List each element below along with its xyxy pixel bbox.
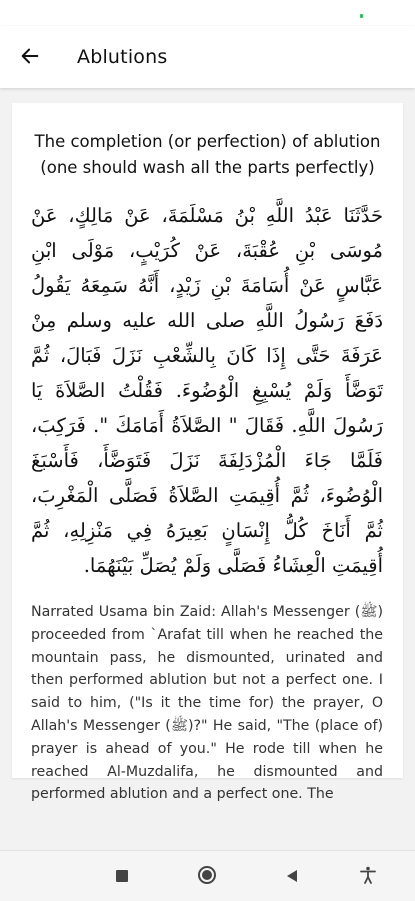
- square-icon[interactable]: [115, 868, 129, 887]
- recents-button[interactable]: [111, 866, 133, 888]
- accessibility-button[interactable]: [357, 866, 379, 888]
- page-title: Ablutions: [77, 46, 168, 68]
- back-button[interactable]: [12, 40, 48, 76]
- system-navigation-bar: [0, 850, 415, 901]
- chapter-title: The completion (or perfection) of ablution (one should wash all the parts perfectly): [34, 132, 381, 177]
- status-bar: [0, 0, 415, 26]
- back-nav-button[interactable]: [281, 866, 303, 888]
- arabic-text: حَدَّثَنَا عَبْدُ اللَّهِ بْنُ مَسْلَمَةَ، عَنْ مَالِكٍ، عَنْ مُوسَى بْنِ عُقْبَةَ، عَنْ كُرَيْبٍ، مَوْلَى ابْنِ عَبَّاسٍ عَنْ أُسَامَةَ بْنِ زَيْدٍ، أَنَّهُ سَمِعَهُ يَقُولُ دَفَعَ رَسُولُ اللَّهِ صلى الله عليه وسلم مِنْ عَرَفَةَ حَتَّى إِذَا كَانَ بِالشِّعْبِ نَزَلَ فَبَالَ، ثُمَّ تَوَضَّأَ وَلَمْ يُسْبِغِ الْوُضُوءَ‏.‏ فَقُلْتُ الصَّلاَةَ يَا رَسُولَ اللَّهِ‏.‏ فَقَالَ ‏"‏ الصَّلاَةُ أَمَامَكَ ‏"‏‏.‏ فَرَكِبَ، فَلَمَّا جَاءَ الْمُزْدَلِفَةَ نَزَلَ فَتَوَضَّأَ، فَأَسْبَغَ الْوُضُوءَ، ثُمَّ أُقِيمَتِ الصَّلاَةُ فَصَلَّى الْمَغْرِبَ، ثُمَّ أَنَاخَ كُلُّ إِنْسَانٍ بَعِيرَهُ فِي مَنْزِلِهِ، ثُمَّ أُقِيمَتِ الْعِشَاءُ فَصَلَّى وَلَمْ يُصَلِّ بَيْنَهُمَا‏.: [31, 204, 383, 577]
- accessibility-icon[interactable]: [359, 866, 377, 888]
- notification-dot: [360, 14, 363, 18]
- hadith-card: [12, 103, 403, 803]
- triangle-back-icon[interactable]: [285, 868, 299, 887]
- english-translation: Narrated Usama bin Zaid: Allah's Messenger (ﷺ) proceeded from `Arafat till when he reached the mountain pass, he dismounted, urinated and then performed ablution but not a perfect one. I said to him, ("Is it the time for) the prayer, O Allah's Messenger (ﷺ)?" He said, "The (place of) prayer is ahead of you." He rode till when he reached Al-Muzdalifa, he dismounted and performed ablution and a perfect one. The: [31, 604, 383, 803]
- home-button[interactable]: [196, 866, 218, 888]
- circle-icon[interactable]: [197, 865, 217, 889]
- app-bar: [0, 26, 415, 88]
- arrow-left-icon[interactable]: [19, 45, 41, 71]
